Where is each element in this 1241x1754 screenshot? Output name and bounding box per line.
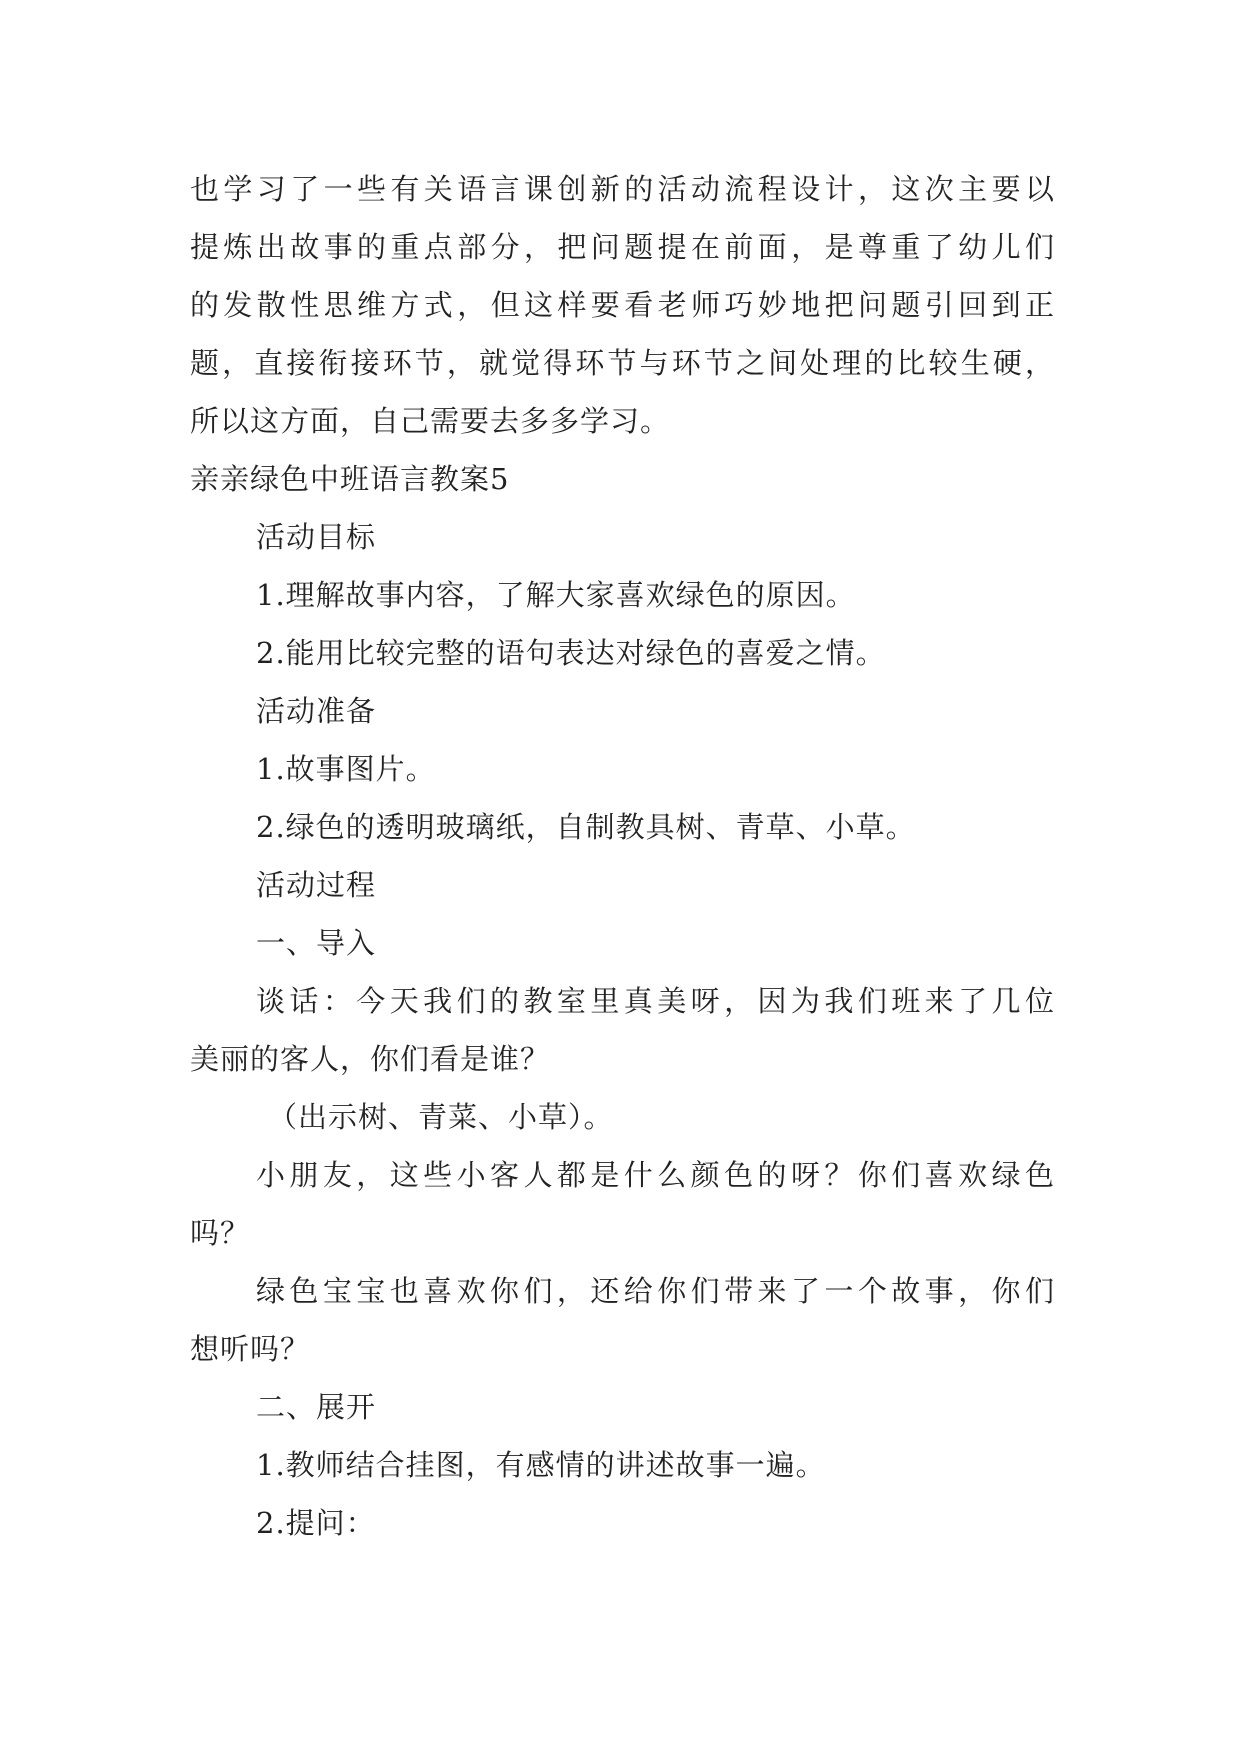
- talk-line: 美丽的客人，你们看是谁？: [190, 1042, 551, 1076]
- process-heading: 活动过程: [256, 868, 377, 902]
- prep-item: 1.故事图片。: [256, 752, 436, 786]
- text-line: 也学习了一些有关语言课创新的活动流程设计，这次主要以: [190, 172, 1055, 206]
- talk-line: 谈话：今天我们的教室里真美呀，因为我们班来了几位: [256, 984, 1055, 1018]
- step1-heading: 一、导入: [256, 926, 377, 960]
- story-line: 绿色宝宝也喜欢你们，还给你们带来了一个故事，你们: [256, 1274, 1055, 1308]
- question-line: 吗？: [190, 1216, 251, 1250]
- section-title: 亲亲绿色中班语言教案5: [190, 462, 510, 496]
- step2-item: 1.教师结合挂图，有感情的讲述故事一遍。: [256, 1448, 826, 1482]
- step2-item: 2.提问：: [256, 1506, 376, 1540]
- question-line: 小朋友，这些小客人都是什么颜色的呀？你们喜欢绿色: [256, 1158, 1055, 1192]
- text-line: 提炼出故事的重点部分，把问题提在前面，是尊重了幼儿们: [190, 230, 1055, 264]
- goal-item: 2.能用比较完整的语句表达对绿色的喜爱之情。: [256, 636, 886, 670]
- step2-heading: 二、展开: [256, 1390, 377, 1424]
- prep-item: 2.绿色的透明玻璃纸，自制教具树、青草、小草。: [256, 810, 916, 844]
- text-line: 所以这方面，自己需要去多多学习。: [190, 404, 671, 438]
- prep-heading: 活动准备: [256, 694, 377, 728]
- story-line: 想听吗？: [190, 1332, 311, 1366]
- text-line: 题，直接衔接环节，就觉得环节与环节之间处理的比较生硬，: [190, 346, 1055, 380]
- show-items: （出示树、青菜、小草）。: [268, 1100, 614, 1134]
- document-body: [190, 160, 1055, 1552]
- goal-item: 1.理解故事内容，了解大家喜欢绿色的原因。: [256, 578, 856, 612]
- text-line: 的发散性思维方式，但这样要看老师巧妙地把问题引回到正: [190, 288, 1055, 322]
- goals-heading: 活动目标: [256, 520, 377, 554]
